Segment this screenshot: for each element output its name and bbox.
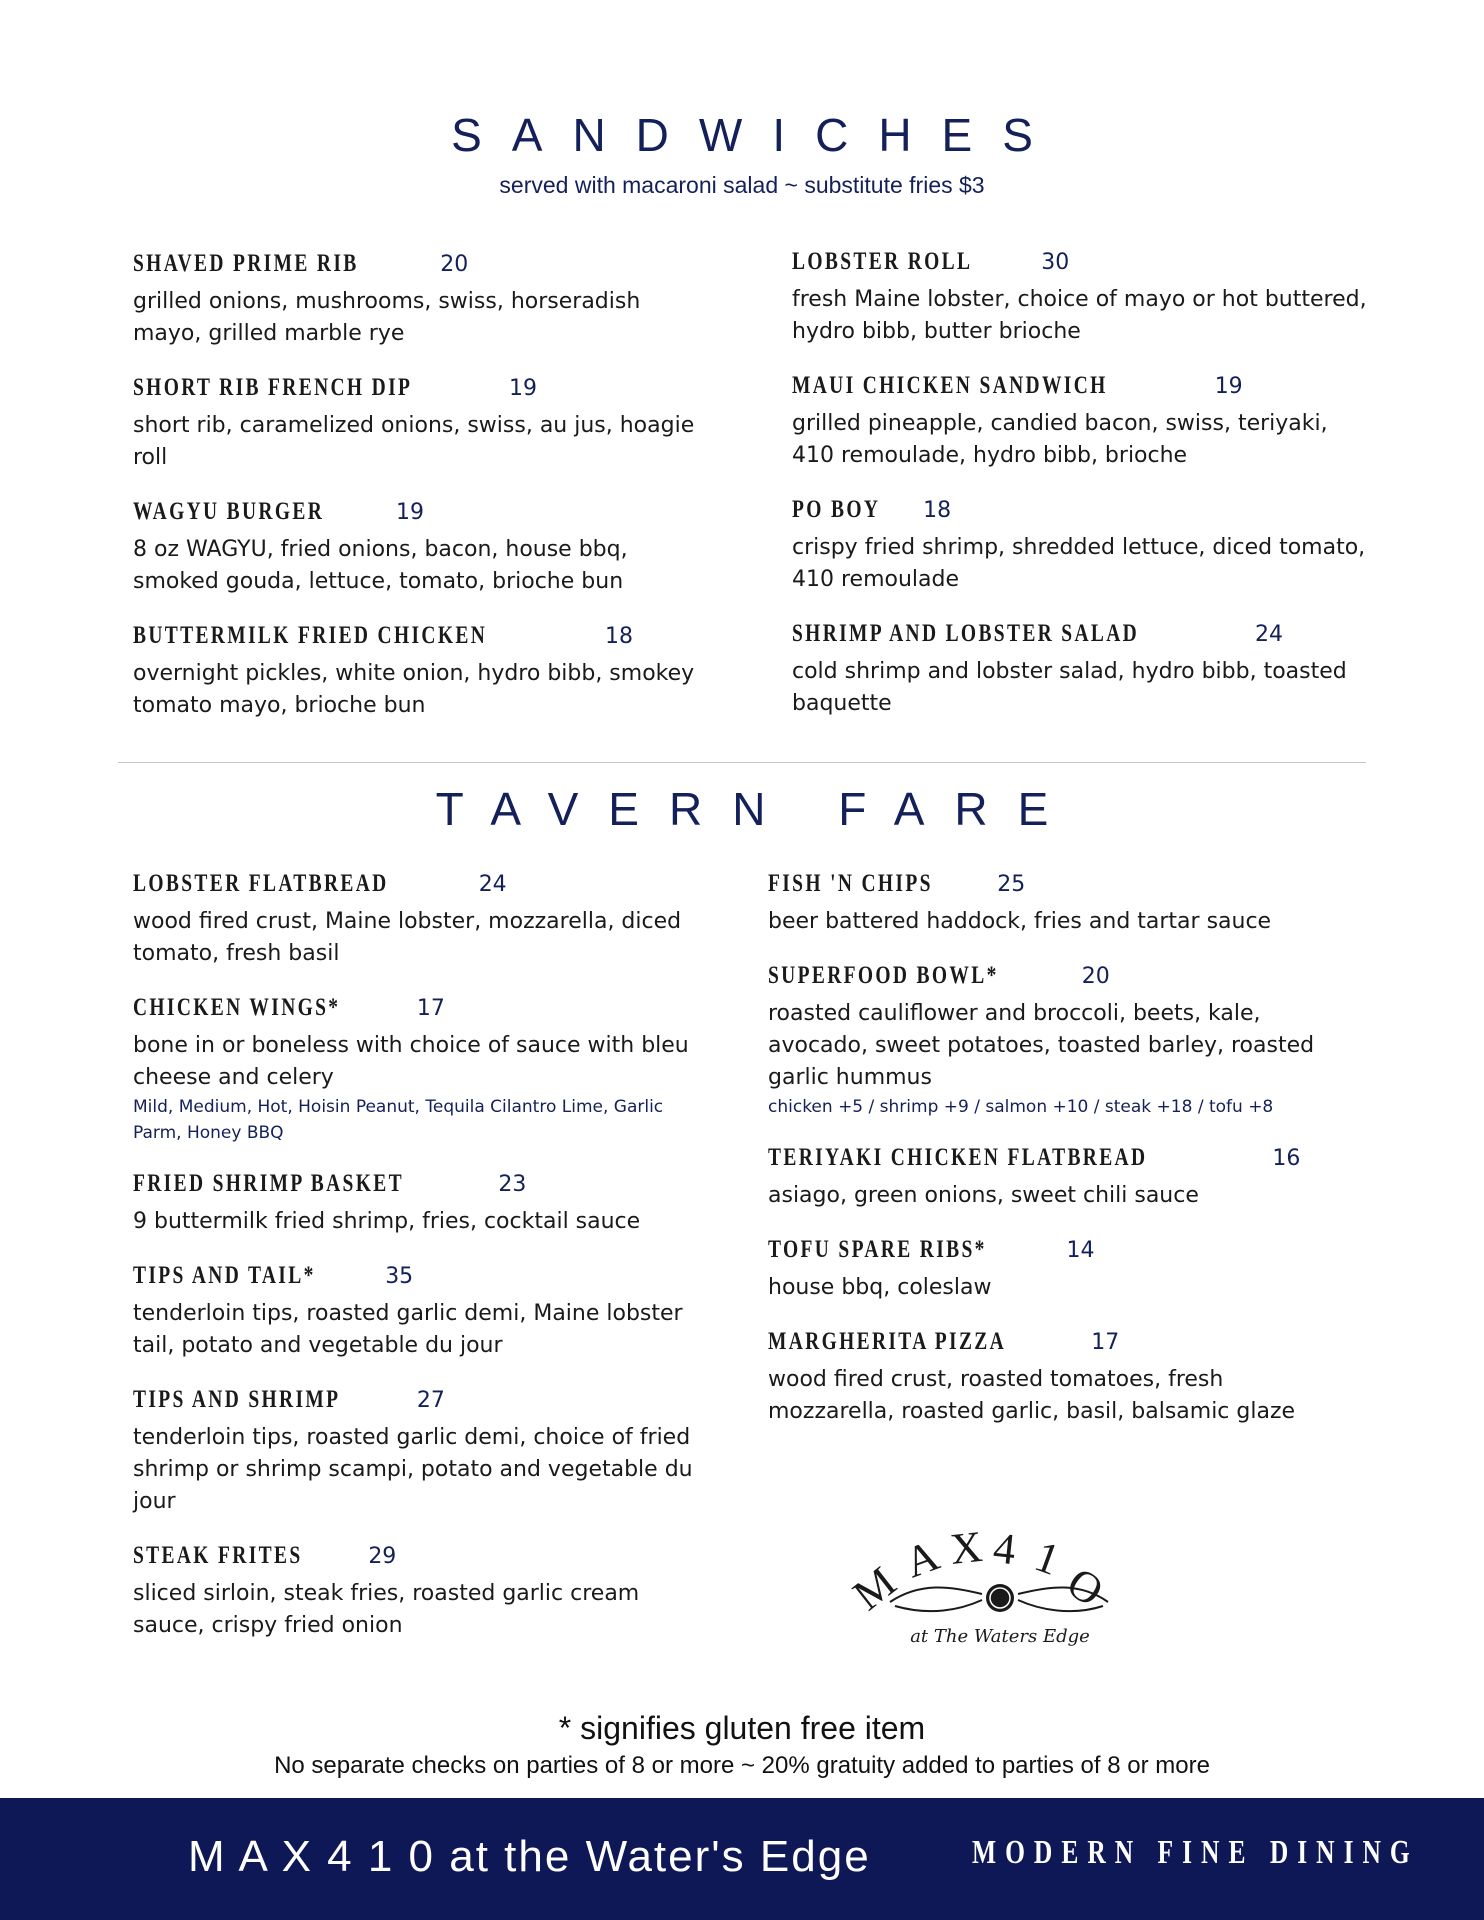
menu-item-price: 30 bbox=[1041, 250, 1070, 275]
menu-item-description: tenderloin tips, roasted garlic demi, Maine lobster tail, potato and vegetable du jour bbox=[133, 1301, 683, 1358]
menu-item-name: SHORT RIB FRENCH DIP bbox=[133, 374, 413, 401]
svg-text:4: 4 bbox=[990, 1523, 1018, 1575]
menu-item bbox=[133, 1170, 713, 1238]
menu-item-name: SHAVED PRIME RIB bbox=[133, 250, 359, 277]
sandwiches-left-column bbox=[133, 250, 713, 746]
menu-item bbox=[768, 1144, 1348, 1212]
menu-item-description: fresh Maine lobster, choice of mayo or hot buttered, hydro bibb, butter brioche bbox=[792, 287, 1367, 344]
menu-item-description: wood fired crust, Maine lobster, mozzarella, diced tomato, fresh basil bbox=[133, 909, 682, 966]
menu-item-name: SHRIMP AND LOBSTER SALAD bbox=[792, 620, 1140, 647]
menu-item bbox=[768, 870, 1348, 938]
menu-item-name: MAUI CHICKEN SANDWICH bbox=[792, 372, 1108, 399]
menu-item-price: 17 bbox=[1091, 1330, 1120, 1355]
menu-item-name: TIPS AND SHRIMP bbox=[133, 1386, 341, 1413]
menu-item bbox=[768, 962, 1348, 1120]
menu-item bbox=[792, 248, 1372, 348]
menu-item bbox=[133, 994, 713, 1146]
menu-item-header bbox=[768, 870, 1348, 906]
menu-item-price: 18 bbox=[923, 498, 952, 523]
menu-item-price: 20 bbox=[440, 252, 469, 277]
menu-item-name: LOBSTER FLATBREAD bbox=[133, 870, 389, 897]
menu-item-price: 17 bbox=[416, 996, 445, 1021]
menu-item-price: 27 bbox=[416, 1388, 445, 1413]
menu-item-header bbox=[768, 1328, 1348, 1364]
menu-item-header bbox=[792, 248, 1372, 284]
menu-item bbox=[768, 1236, 1348, 1304]
menu-item-header bbox=[133, 870, 713, 906]
banner-tagline: MODERN FINE DINING bbox=[972, 1834, 1419, 1871]
menu-item-header bbox=[133, 250, 713, 286]
menu-item-description: grilled onions, mushrooms, swiss, horseradish mayo, grilled marble rye bbox=[133, 289, 641, 346]
menu-item-name: LOBSTER ROLL bbox=[792, 248, 973, 275]
menu-item-price: 19 bbox=[396, 500, 425, 525]
svg-text:O: O bbox=[1058, 1557, 1113, 1617]
menu-item bbox=[792, 372, 1372, 472]
menu-item-header bbox=[133, 498, 713, 534]
menu-item-name: FISH 'N CHIPS bbox=[768, 870, 933, 897]
menu-item-name: WAGYU BURGER bbox=[133, 498, 325, 525]
menu-item-header bbox=[768, 1144, 1348, 1180]
menu-item-header bbox=[133, 1542, 713, 1578]
menu-item-price: 24 bbox=[478, 872, 507, 897]
menu-item-description: roasted cauliflower and broccoli, beets, kale, avocado, sweet potatoes, toasted barley, roasted garlic hummus bbox=[768, 1001, 1315, 1090]
menu-item-description: cold shrimp and lobster salad, hydro bibb, toasted baquette bbox=[792, 659, 1347, 716]
menu-item-name: TIPS AND TAIL* bbox=[133, 1262, 316, 1289]
menu-item-price: 29 bbox=[368, 1544, 397, 1569]
menu-item-name: SUPERFOOD BOWL* bbox=[768, 962, 999, 989]
svg-text:X: X bbox=[947, 1521, 985, 1574]
menu-item-description: 9 buttermilk fried shrimp, fries, cocktail sauce bbox=[133, 1209, 641, 1234]
menu-item-price: 18 bbox=[605, 624, 633, 649]
menu-item-price: 19 bbox=[509, 376, 538, 401]
menu-item-description: crispy fried shrimp, shredded lettuce, diced tomato, 410 remoulade bbox=[792, 535, 1366, 592]
menu-item-price: 23 bbox=[498, 1172, 527, 1197]
menu-item-price: 24 bbox=[1255, 622, 1283, 647]
banner-restaurant-name: M A X 4 1 0 at the Water's Edge bbox=[188, 1832, 871, 1881]
menu-item-header bbox=[792, 496, 1372, 532]
svg-text:1: 1 bbox=[1028, 1531, 1067, 1585]
menu-item bbox=[768, 1328, 1348, 1428]
menu-item-price: 20 bbox=[1081, 964, 1110, 989]
menu-item-header bbox=[768, 1236, 1348, 1272]
menu-item-description: 8 oz WAGYU, fried onions, bacon, house bbq, smoked gouda, lettuce, tomato, brioche bun bbox=[133, 537, 628, 594]
menu-item bbox=[133, 622, 713, 722]
menu-item-header bbox=[792, 620, 1372, 656]
logo-graphic bbox=[850, 1520, 1150, 1650]
menu-item-description: sliced sirloin, steak fries, roasted garlic cream sauce, crispy fried onion bbox=[133, 1581, 640, 1638]
menu-item-header bbox=[133, 1170, 713, 1206]
section-divider bbox=[118, 762, 1366, 763]
sandwiches-right-column bbox=[792, 248, 1372, 744]
menu-item-name: FRIED SHRIMP BASKET bbox=[133, 1170, 404, 1197]
menu-item-name: MARGHERITA PIZZA bbox=[768, 1328, 1007, 1355]
menu-item-header bbox=[133, 994, 713, 1030]
menu-item-price: 14 bbox=[1066, 1238, 1095, 1263]
party-policy-note: No separate checks on parties of 8 or more ~ 20% gratuity added to parties of 8 or more bbox=[274, 1752, 1210, 1779]
menu-item bbox=[133, 498, 713, 598]
menu-item bbox=[792, 620, 1372, 720]
menu-item-description: bone in or boneless with choice of sauce with bleu cheese and celery bbox=[133, 1033, 689, 1090]
tavern-left-column bbox=[133, 870, 713, 1666]
tavern-fare-title: TAVERN FARE bbox=[435, 783, 1079, 835]
menu-item bbox=[133, 1542, 713, 1642]
menu-item-name: BUTTERMILK FRIED CHICKEN bbox=[133, 622, 488, 649]
sandwiches-title: SANDWICHES bbox=[451, 109, 1063, 161]
menu-item-name: PO BOY bbox=[792, 496, 881, 523]
menu-item bbox=[792, 496, 1372, 596]
menu-item-name: CHICKEN WINGS* bbox=[133, 994, 341, 1021]
menu-item-header bbox=[768, 962, 1348, 998]
menu-item-price: 35 bbox=[385, 1264, 414, 1289]
logo-tagline: at The Waters Edge bbox=[910, 1626, 1090, 1647]
sandwiches-subtitle: served with macaroni salad ~ substitute fries $3 bbox=[499, 172, 985, 198]
menu-item-description: short rib, caramelized onions, swiss, au jus, hoagie roll bbox=[133, 413, 695, 470]
menu-item bbox=[133, 374, 713, 474]
menu-item-header bbox=[133, 1386, 713, 1422]
menu-item-price: 19 bbox=[1214, 374, 1243, 399]
menu-item-name: TOFU SPARE RIBS* bbox=[768, 1236, 987, 1263]
menu-item bbox=[133, 870, 713, 970]
menu-item-header bbox=[792, 372, 1372, 408]
max410-logo bbox=[850, 1520, 1150, 1650]
menu-item-description: beer battered haddock, fries and tartar sauce bbox=[768, 909, 1272, 934]
menu-item bbox=[133, 1386, 713, 1518]
menu-item-description: overnight pickles, white onion, hydro bibb, smokey tomato mayo, brioche bun bbox=[133, 661, 695, 718]
gluten-free-note: * signifies gluten free item bbox=[558, 1710, 926, 1746]
footer-banner bbox=[0, 1798, 1484, 1920]
menu-item-description: grilled pineapple, candied bacon, swiss, teriyaki, 410 remoulade, hydro bibb, brioche bbox=[792, 411, 1328, 468]
menu-item-header bbox=[133, 374, 713, 410]
menu-item-name: TERIYAKI CHICKEN FLATBREAD bbox=[768, 1144, 1148, 1171]
menu-item bbox=[133, 1262, 713, 1362]
menu-item-description: tenderloin tips, roasted garlic demi, choice of fried shrimp or shrimp scampi, potato and vegetable du jour bbox=[133, 1425, 693, 1514]
menu-item-options: chicken +5 / shrimp +9 / salmon +10 / steak +18 / tofu +8 bbox=[768, 1097, 1274, 1117]
tavern-right-column bbox=[768, 870, 1348, 1452]
menu-item-description: asiago, green onions, sweet chili sauce bbox=[768, 1183, 1199, 1208]
menu-item-header bbox=[133, 1262, 713, 1298]
svg-text:M: M bbox=[850, 1557, 905, 1620]
menu-item-price: 16 bbox=[1272, 1146, 1301, 1171]
menu-item bbox=[133, 250, 713, 350]
menu-item-options: Mild, Medium, Hot, Hoisin Peanut, Tequila Cilantro Lime, Garlic Parm, Honey BBQ bbox=[133, 1097, 664, 1143]
menu-item-price: 25 bbox=[997, 872, 1026, 897]
menu-item-description: wood fired crust, roasted tomatoes, fresh mozzarella, roasted garlic, basil, balsamic glaze bbox=[768, 1367, 1296, 1424]
svg-text:A: A bbox=[898, 1530, 946, 1588]
menu-item-header bbox=[133, 622, 713, 658]
menu-item-name: STEAK FRITES bbox=[133, 1542, 303, 1569]
menu-item-description: house bbq, coleslaw bbox=[768, 1275, 992, 1300]
